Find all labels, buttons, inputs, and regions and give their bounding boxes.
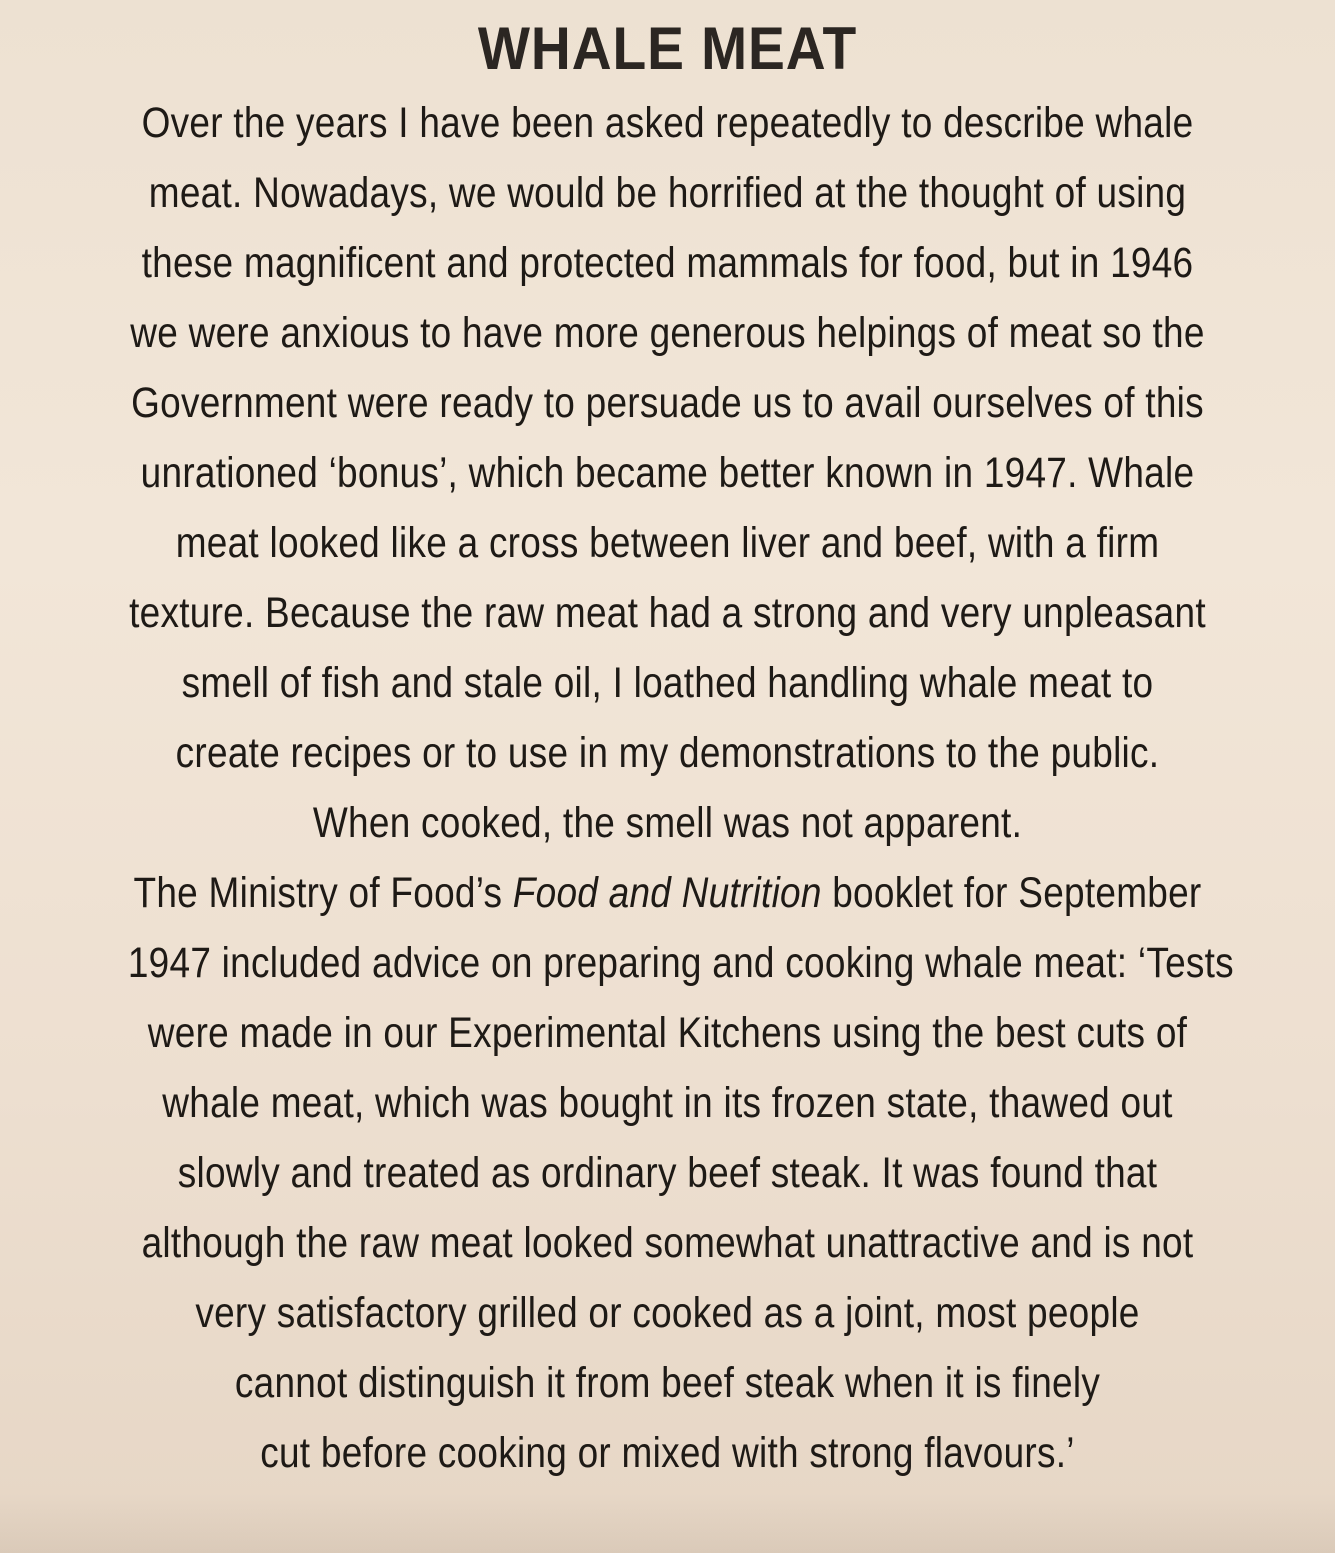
text-line: create recipes or to use in my demonstrations to the public.	[175, 729, 1160, 777]
text-line: Over the years I have been asked repeatedly to describe whale	[141, 99, 1194, 147]
booklet-title: Food and Nutrition	[512, 869, 822, 917]
text-line: When cooked, the smell was not apparent.	[312, 799, 1023, 847]
text-line	[128, 858, 1207, 928]
text-line: meat looked like a cross between liver and beef, with a firm	[175, 519, 1160, 567]
paragraph-ministry-quote	[40, 858, 1295, 1488]
paragraph-description	[40, 88, 1295, 858]
text-line: meat. Nowadays, we would be horrified at the thought of using	[148, 169, 1187, 217]
text-line: these magnificent and protected mammals for food, but in 1946	[141, 239, 1194, 287]
text-line: were made in our Experimental Kitchens using the best cuts of	[147, 1009, 1188, 1057]
text-segment: The Ministry of Food’s	[133, 869, 513, 917]
text-line: unrationed ‘bonus’, which became better known in 1947. Whale	[140, 449, 1195, 497]
text-line: smell of fish and stale oil, I loathed handling whale meat to	[181, 659, 1154, 707]
text-line: cannot distinguish it from beef steak when it is finely	[234, 1359, 1101, 1407]
text-line: texture. Because the raw meat had a strong and very unpleasant	[129, 589, 1206, 637]
text-line: 1947 included advice on preparing and cooking whale meat: ‘Tests	[127, 939, 1234, 987]
text-line: cut before cooking or mixed with strong flavours.’	[260, 1429, 1075, 1477]
text-line: very satisfactory grilled or cooked as a joint, most people	[195, 1289, 1140, 1337]
text-line: Government were ready to persuade us to avail ourselves of this	[131, 379, 1204, 427]
text-line: slowly and treated as ordinary beef steak. It was found that	[177, 1149, 1158, 1197]
text-line: although the raw meat looked somewhat unattractive and is not	[141, 1219, 1194, 1267]
text-line: we were anxious to have more generous helpings of meat so the	[130, 309, 1205, 357]
text-line: whale meat, which was bought in its frozen state, thawed out	[162, 1079, 1173, 1127]
text-segment: booklet for September	[821, 869, 1202, 917]
page-title: WHALE MEAT	[477, 15, 858, 82]
